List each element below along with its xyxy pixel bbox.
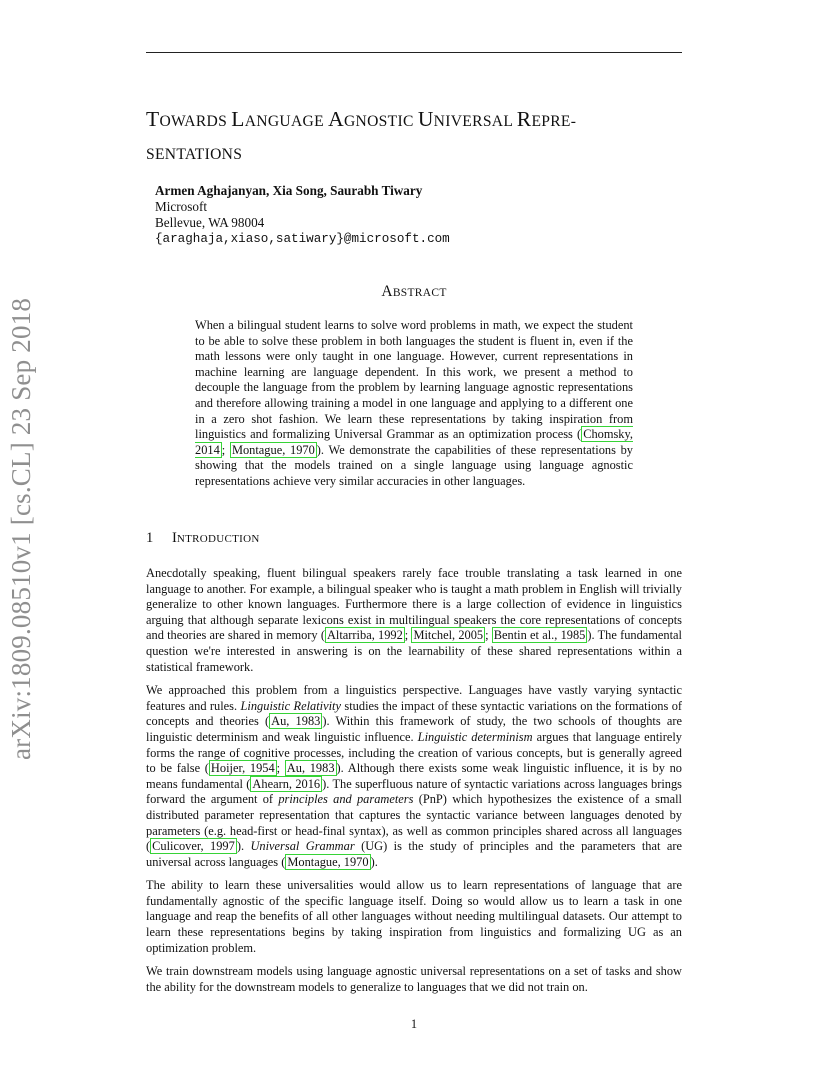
section-heading-introduction: 1 INTRODUCTION <box>146 530 260 546</box>
citation-link[interactable]: Altarriba, 1992 <box>326 628 403 643</box>
author-email: {araghaja,xiaso,satiwary}@microsoft.com <box>155 232 450 246</box>
citation-link[interactable]: Montague, 1970 <box>287 854 369 869</box>
title-line-2: SENTATIONS <box>146 146 243 163</box>
paragraph-4: We train downstream models using language agnostic universal representations on a set of tasks and show the ability for the downstream models to generalize to languages that we did not train on. <box>146 964 682 994</box>
paragraph-3: The ability to learn these universalities would allow us to learn representations of language that are fundamentally agnostic of the specific language itself. Doing so would allow us to learn a task in one language and reap the benefits of all other languages without needing multilingual datasets. Our attempt to learn these representations begins by taking inspiration from linguistics and formalizing UG as an optimization problem. <box>146 878 682 955</box>
citation-link[interactable]: Hoijer, 1954 <box>210 761 275 776</box>
citation-link[interactable]: Culicover, 1997 <box>152 839 235 854</box>
abstract-text: When a bilingual student learns to solve word problems in math, we expect the student to be able to solve these problem in both languages the student is fluent in, even if the math lessons were only taught in one language. However, current representations in machine learning are language dependent. In this work, we present a method to decouple the language from the problem by learning language agnostic representations and therefore allowing training a model in one language and applying to a different one in a zero shot fashion. We learn these representations by taking inspiration from linguistics and formalizing Universal Grammar as an optimization process ( Chomsky, 2014 ; Montague, 1970 ). We demonstrate the capabilities of these representations by showing that the models trained on a single language using language agnostic representations achieve very similar accuracies in other languages. <box>195 318 634 488</box>
citation-link[interactable]: Bentin et al., 1985 <box>493 628 586 643</box>
author-block <box>155 183 450 247</box>
citation-link[interactable]: Au, 1983 <box>286 761 335 776</box>
citation-link[interactable]: Ahearn, 2016 <box>252 776 321 791</box>
author-location: Bellevue, WA 98004 <box>155 215 265 230</box>
citation-link[interactable]: Mitchel, 2005 <box>413 628 484 643</box>
page-number: 1 <box>410 1017 418 1031</box>
paragraph-1: Anecdotally speaking, fluent bilingual speakers rarely face trouble translating a task learned in one language to another. For example, a bilingual speaker who is taught a math problem in English will trivially generalize to other known languages. Furthermore there is a large collection of evidence in linguistics arguing that although separate lexicons exist in multilingual speakers the core representations of concepts and theories are shared in memory ( Altarriba, 1992 ; Mitchel, 2005 ; Bentin et al., 1985 ). The fundamental question we're interested in answering is on the learnability of these shared representations within a statistical framework. <box>146 566 682 674</box>
abstract-heading: ABSTRACT <box>381 283 447 300</box>
header-rule <box>146 52 682 53</box>
citation-link[interactable]: Au, 1983 <box>271 714 321 729</box>
introduction-body <box>146 566 682 1003</box>
arxiv-stamp: arXiv:1809.08510v1 [cs.CL] 23 Sep 2018 <box>6 297 36 760</box>
author-affiliation: Microsoft <box>155 199 208 214</box>
author-names: Armen Aghajanyan, Xia Song, Saurabh Tiwary <box>155 183 423 198</box>
paragraph-2: We approached this problem from a linguistics perspective. Languages have vastly varying syntactic features and rules. Linguistic Relativity studies the impact of these syntactic variations on the formations of concepts and theories ( Au, 1983 ). Within this framework of study, the two schools of thoughts are linguistic determinism and weak linguistic influence. Linguistic determinism argues that language entirely forms the range of cognitive processes, including the creation of various concepts, but is generally agreed to be false ( Hoijer, 1954 ; Au, 1983 ). Although there exists some weak linguistic influence, it is by no means fundamental ( Ahearn, 2016 ). The superfluous nature of syntactic variations across languages brings forward the argument of principles and parameters (PnP) which hypothesizes the existence of a small distributed parameter representation that captures the syntactic variance between languages denoted by parameters (e.g. head-first or head-final syntax), as well as common principles shared across all languages ( Culicover, 1997 ). Universal Grammar (UG) is the study of principles and the parameters that are universal across languages ( Montague, 1970 ). <box>146 683 683 869</box>
citation-link[interactable]: Montague, 1970 <box>231 442 315 457</box>
paper-title: TOWARDS LANGUAGE AGNOSTIC UNIVERSAL REPRE- SENTATIONS <box>146 107 577 163</box>
citation-link[interactable]: Chomsky, 2014 <box>195 427 633 457</box>
